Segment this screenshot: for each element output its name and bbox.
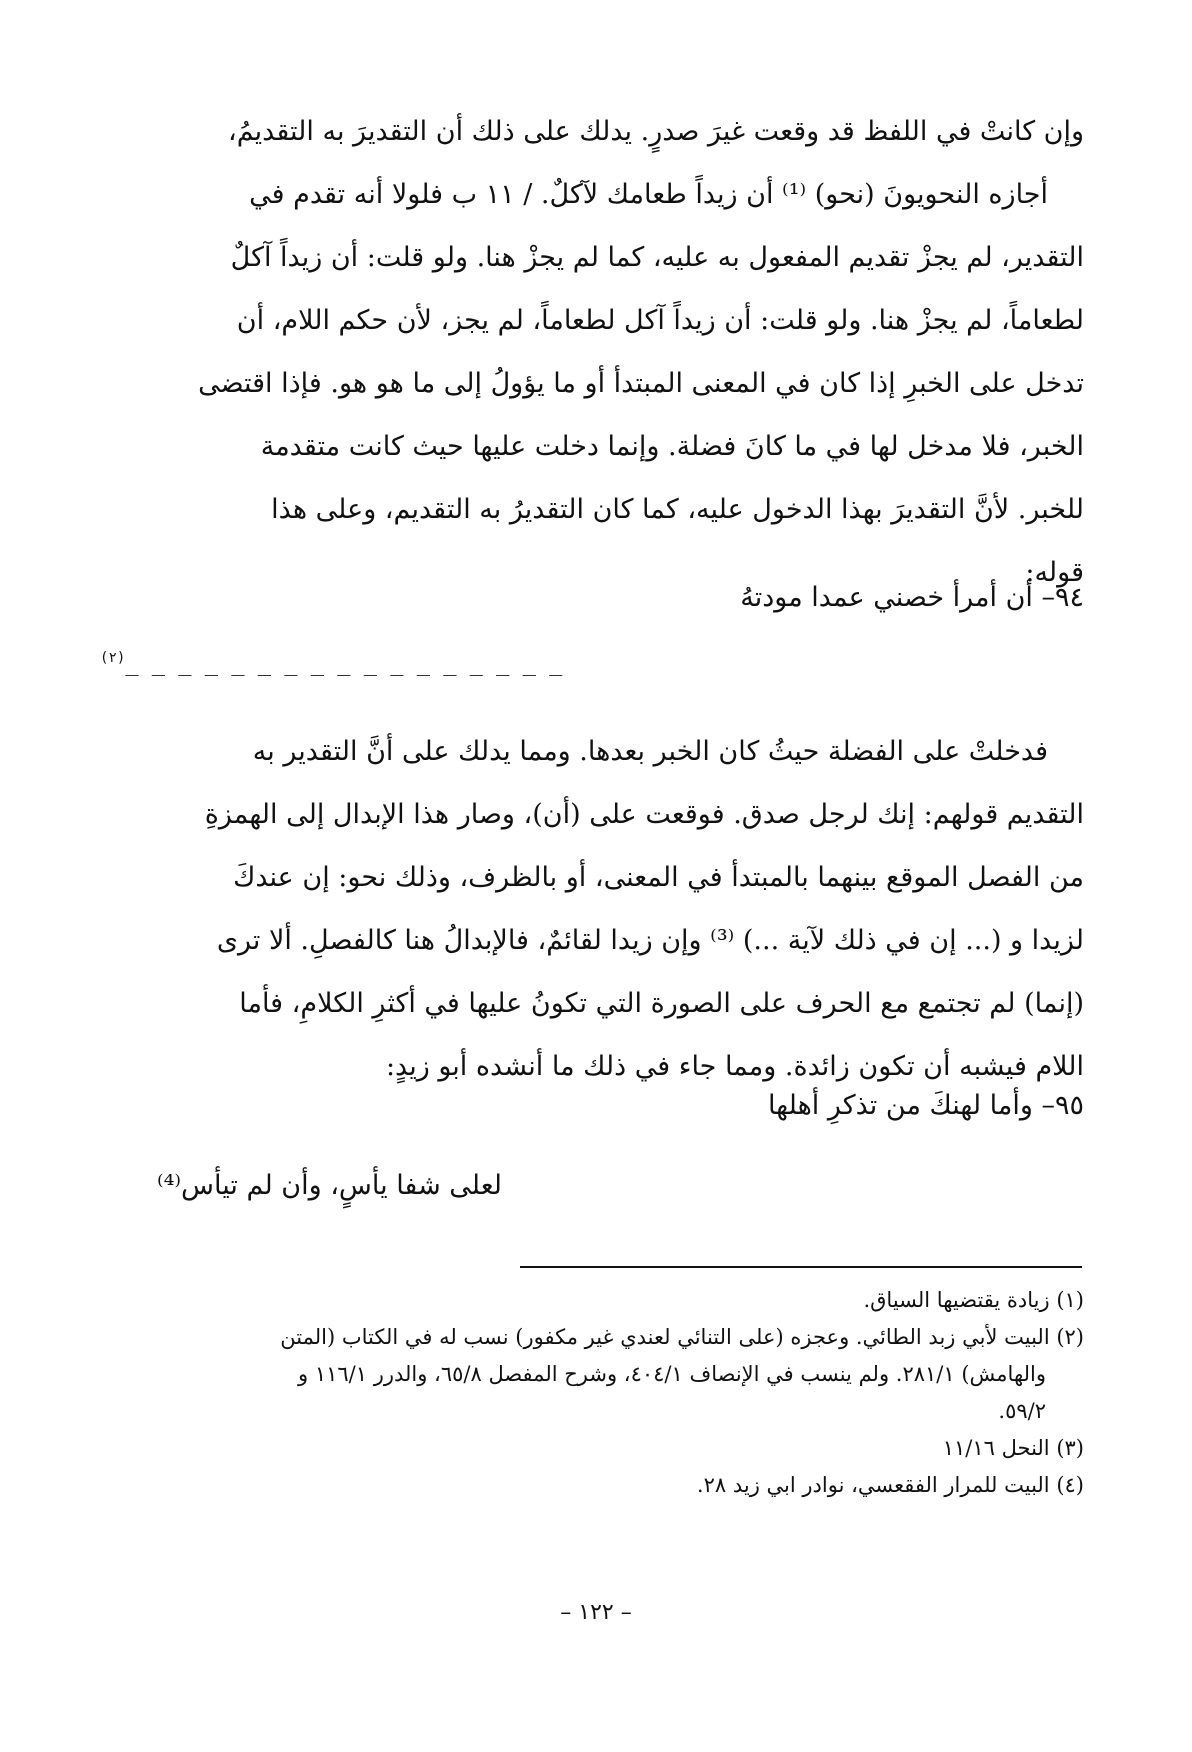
main-text-block-2 [100, 720, 1084, 1098]
text-line: قوله: [1025, 557, 1084, 588]
footnote-1: (١) زيادة يقتضيها السياق. [863, 1288, 1084, 1312]
text-line: فدخلتْ على الفضلة حيثُ كان الخبر بعدها. ومما يدلك على أنَّ التقدير به [252, 736, 1048, 767]
text-line: اللام فيشبه أن تكون زائدة. ومما جاء في ذلك ما أنشده أبو زيدٍ: [385, 1051, 1084, 1082]
footnote-2-line-2: والهامش) ٢٨١/١. ولم ينسب في الإنصاف ٤٠٤/١، وشرح المفصل ٦٥/٨، والدرر ١١٦/١ و [298, 1362, 1046, 1386]
verse-95-first-hemistich: ٩٥– وأما لهنكَ من تذكرِ أهلها [767, 1090, 1084, 1121]
footnote-2-line-1: (٢) البيت لأبي زبد الطائي. وعجزه (على التنائي لعندي غير مكفور) نسب له في الكتاب (المتن [280, 1325, 1084, 1349]
dash-line: _ _ _ _ _ _ _ _ _ _ _ _ _ _ _ _ _ [125, 651, 563, 677]
text-line: للخبر. لأنَّ التقديرَ بهذا الدخول عليه، كما كان التقديرُ به التقديم، وعلى هذا [271, 494, 1084, 525]
text-line: من الفصل الموقع بينهما بالمبتدأ في المعنى، أو بالظرف، وذلك نحو: إن عندكَ [233, 862, 1084, 893]
main-text-block-1 [100, 100, 1084, 604]
text-line: وإن كانتْ في اللفظ قد وقعت غيرَ صدرٍ. يدلك على ذلك أن التقديرَ به التقديمُ، [227, 116, 1084, 147]
text-line: الخبر، فلا مدخل لها في ما كانَ فضلة. وإنما دخلت عليها حيث كانت متقدمة [260, 431, 1084, 462]
footnote-marker: (٢) [100, 650, 126, 666]
footnote-4: (٤) البيت للمرار الفقعسي، نوادر ابي زيد ٢٨. [696, 1473, 1084, 1497]
footnote-3: (٣) النحل ١١/١٦ [942, 1436, 1084, 1460]
text-line: (إنما) لم تجتمع مع الحرف على الصورة التي تكونُ عليها في أكثرِ الكلامِ، فأما [239, 988, 1084, 1019]
text-line: لطعاماً، لم يجزْ هنا. ولو قلت: أن زيداً آكل لطعاماً، لم يجز، لأن حكم اللام، أن [236, 305, 1084, 336]
text-line: التقديم قولهم: إنك لرجل صدق. فوقعت على (أن)، وصار هذا الإبدال إلى الهمزةِ [204, 799, 1084, 830]
text-line: أجازه النحويونَ (نحو) ⁽¹⁾ أن زيداً طعامك لآكلٌ. / ١١ ب فلولا أنه تقدم في [249, 179, 1048, 210]
verse-95-second-hemistich: لعلى شفا يأسٍ، وأن لم تيأس⁽⁴⁾ [156, 1170, 502, 1201]
text-line: التقدير، لم يجزْ تقديم المفعول به عليه، كما لم يجزْ هنا. ولو قلت: أن زيداً آكلٌ [230, 242, 1084, 273]
footnotes [100, 1282, 1084, 1504]
footnote-divider [520, 1266, 1082, 1268]
text-line: لزيدا و (... إن في ذلك لآية ...) ⁽³⁾ وإن زيدا لقائمٌ، فالإبدالُ هنا كالفصلِ. ألا ترى [216, 925, 1084, 956]
verse-94-omitted-hemistich [100, 650, 570, 676]
verse-94: ٩٤– أن أمرأ خصني عمدا مودتهُ [740, 582, 1084, 613]
page-number: – ١٢٢ – [560, 1600, 632, 1625]
text-line: تدخل على الخبرِ إذا كان في المعنى المبتدأ أو ما يؤولُ إلى ما هو هو. فإذا اقتضى [198, 368, 1084, 399]
footnote-2-line-3: ٥٩/٢. [998, 1399, 1046, 1423]
